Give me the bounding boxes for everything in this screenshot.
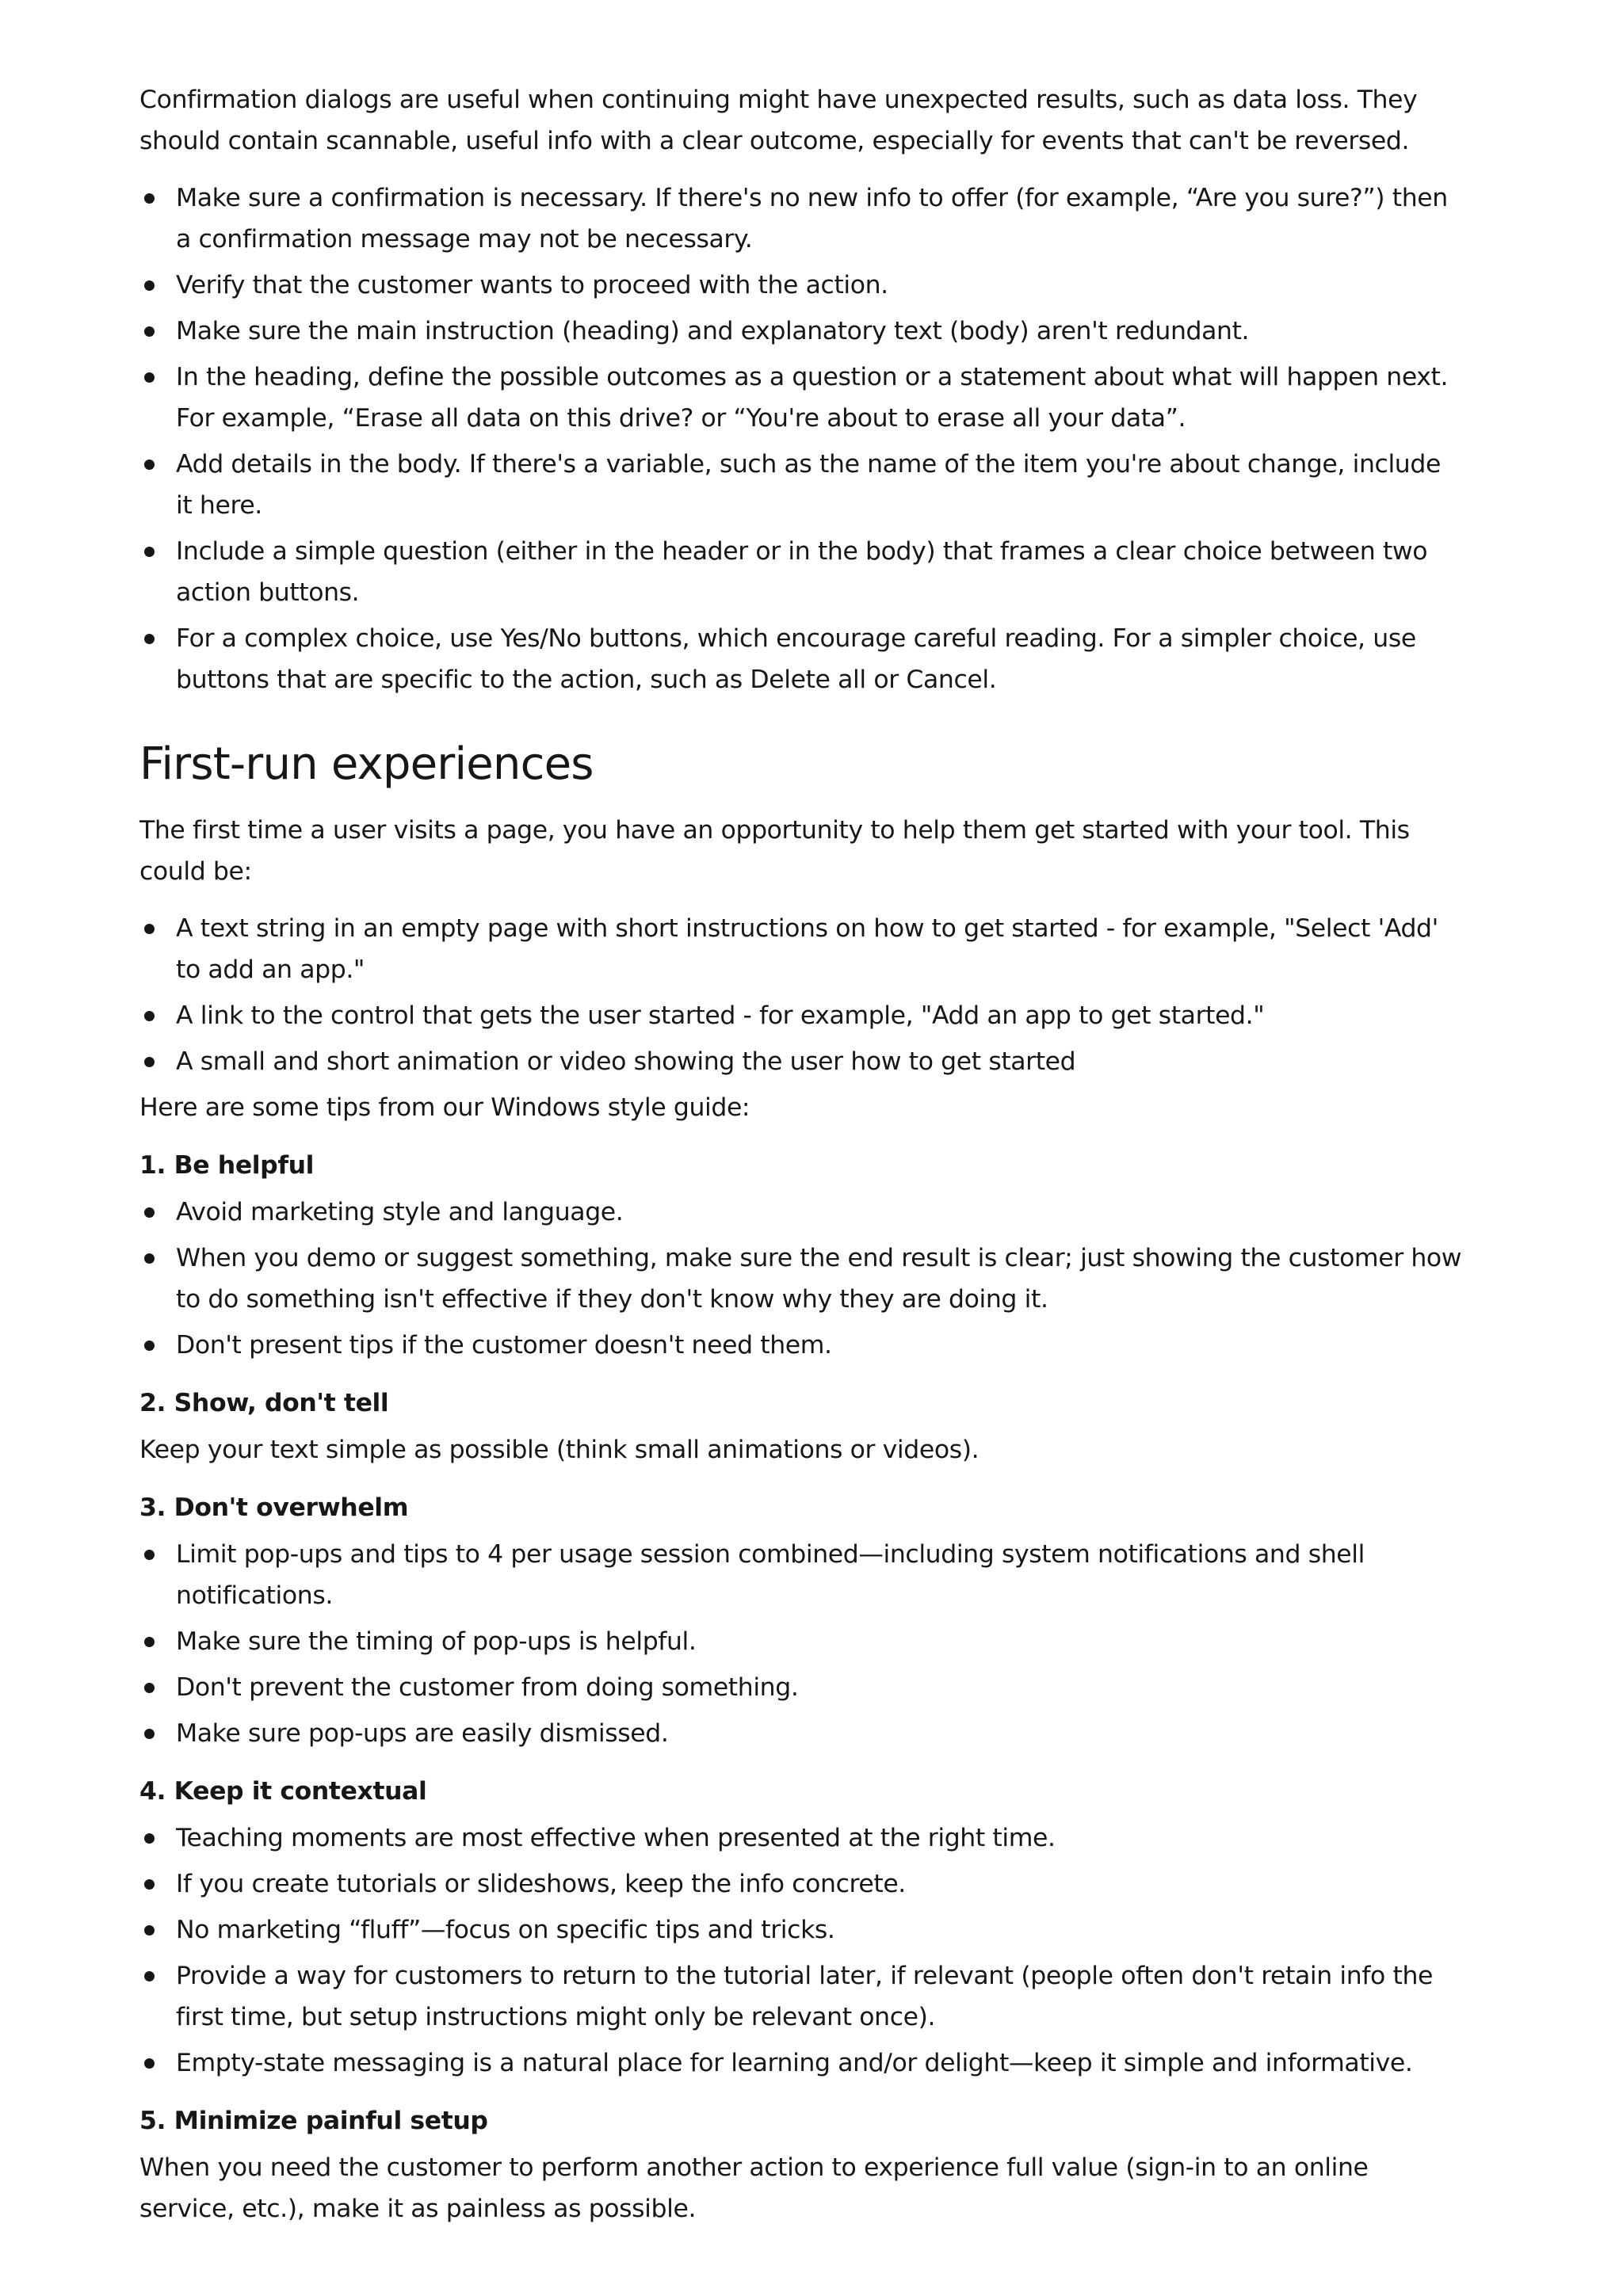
keep-contextual-list <box>139 1817 1463 2084</box>
be-helpful-list <box>139 1192 1463 1366</box>
dont-overwhelm-list <box>139 1534 1463 1754</box>
first-run-list <box>139 908 1463 1082</box>
list-item: Add details in the body. If there's a variable, such as the name of the item you're about change, include it here. <box>139 444 1463 526</box>
show-dont-tell-text: Keep your text simple as possible (think small animations or videos). <box>139 1436 980 1464</box>
tip-heading-keep-contextual: 4. Keep it contextual <box>139 1777 427 1806</box>
list-item: Don't prevent the customer from doing something. <box>139 1667 1463 1708</box>
list-item: Limit pop-ups and tips to 4 per usage session combined—including system notifications and shell notifications. <box>139 1534 1463 1616</box>
tips-intro: Here are some tips from our Windows style guide: <box>139 1093 750 1122</box>
list-item: Empty-state messaging is a natural place for learning and/or delight—keep it simple and informative. <box>139 2042 1463 2084</box>
tip-heading-be-helpful: 1. Be helpful <box>139 1151 315 1180</box>
list-item: Verify that the customer wants to proceed with the action. <box>139 265 1463 306</box>
list-item: No marketing “fluff”—focus on specific tips and tricks. <box>139 1909 1463 1951</box>
list-item: Make sure a confirmation is necessary. If there's no new info to offer (for example, “Are you sure?”) then a confirmation message may not be necessary. <box>139 177 1463 260</box>
list-item: Teaching moments are most effective when presented at the right time. <box>139 1817 1463 1859</box>
tip-heading-minimize-setup: 5. Minimize painful setup <box>139 2107 488 2135</box>
confirmation-intro: Confirmation dialogs are useful when continuing might have unexpected results, such as data loss. They should contain scannable, useful info with a clear outcome, especially for events that can't be reversed. <box>139 86 1418 155</box>
list-item: For a complex choice, use Yes/No buttons, which encourage careful reading. For a simpler choice, use buttons that are specific to the action, such as Delete all or Cancel. <box>139 618 1463 700</box>
list-item: Make sure the timing of pop-ups is helpful. <box>139 1621 1463 1662</box>
list-item: In the heading, define the possible outcomes as a question or a statement about what will happen next. For example, “Erase all data on this drive? or “You're about to erase all your data”. <box>139 357 1463 439</box>
list-item: Provide a way for customers to return to the tutorial later, if relevant (people often don't retain info the first time, but setup instructions might only be relevant once). <box>139 1955 1463 2038</box>
minimize-setup-text: When you need the customer to perform another action to experience full value (sign-in to an online service, etc.), make it as painless as possible. <box>139 2153 1369 2223</box>
first-run-intro: The first time a user visits a page, you have an opportunity to help them get started with your tool. This could be: <box>139 816 1410 886</box>
list-item: A small and short animation or video showing the user how to get started <box>139 1041 1463 1082</box>
tip-heading-show-dont-tell: 2. Show, don't tell <box>139 1389 389 1417</box>
list-item: Include a simple question (either in the header or in the body) that frames a clear choice between two action buttons. <box>139 531 1463 613</box>
list-item: If you create tutorials or slideshows, keep the info concrete. <box>139 1863 1463 1905</box>
list-item: Make sure pop-ups are easily dismissed. <box>139 1713 1463 1754</box>
tip-heading-dont-overwhelm: 3. Don't overwhelm <box>139 1493 409 1522</box>
list-item: Don't present tips if the customer doesn't need them. <box>139 1325 1463 1366</box>
confirmation-list <box>139 177 1463 700</box>
list-item: A link to the control that gets the user started - for example, "Add an app to get started." <box>139 995 1463 1036</box>
list-item: When you demo or suggest something, make sure the end result is clear; just showing the customer how to do something isn't effective if they don't know why they are doing it. <box>139 1238 1463 1320</box>
list-item: Make sure the main instruction (heading) and explanatory text (body) aren't redundant. <box>139 311 1463 352</box>
list-item: A text string in an empty page with short instructions on how to get started - for example, "Select 'Add' to add an app." <box>139 908 1463 990</box>
section-heading-first-run: First-run experiences <box>139 738 594 790</box>
list-item: Avoid marketing style and language. <box>139 1192 1463 1233</box>
document-page <box>139 79 1463 2229</box>
